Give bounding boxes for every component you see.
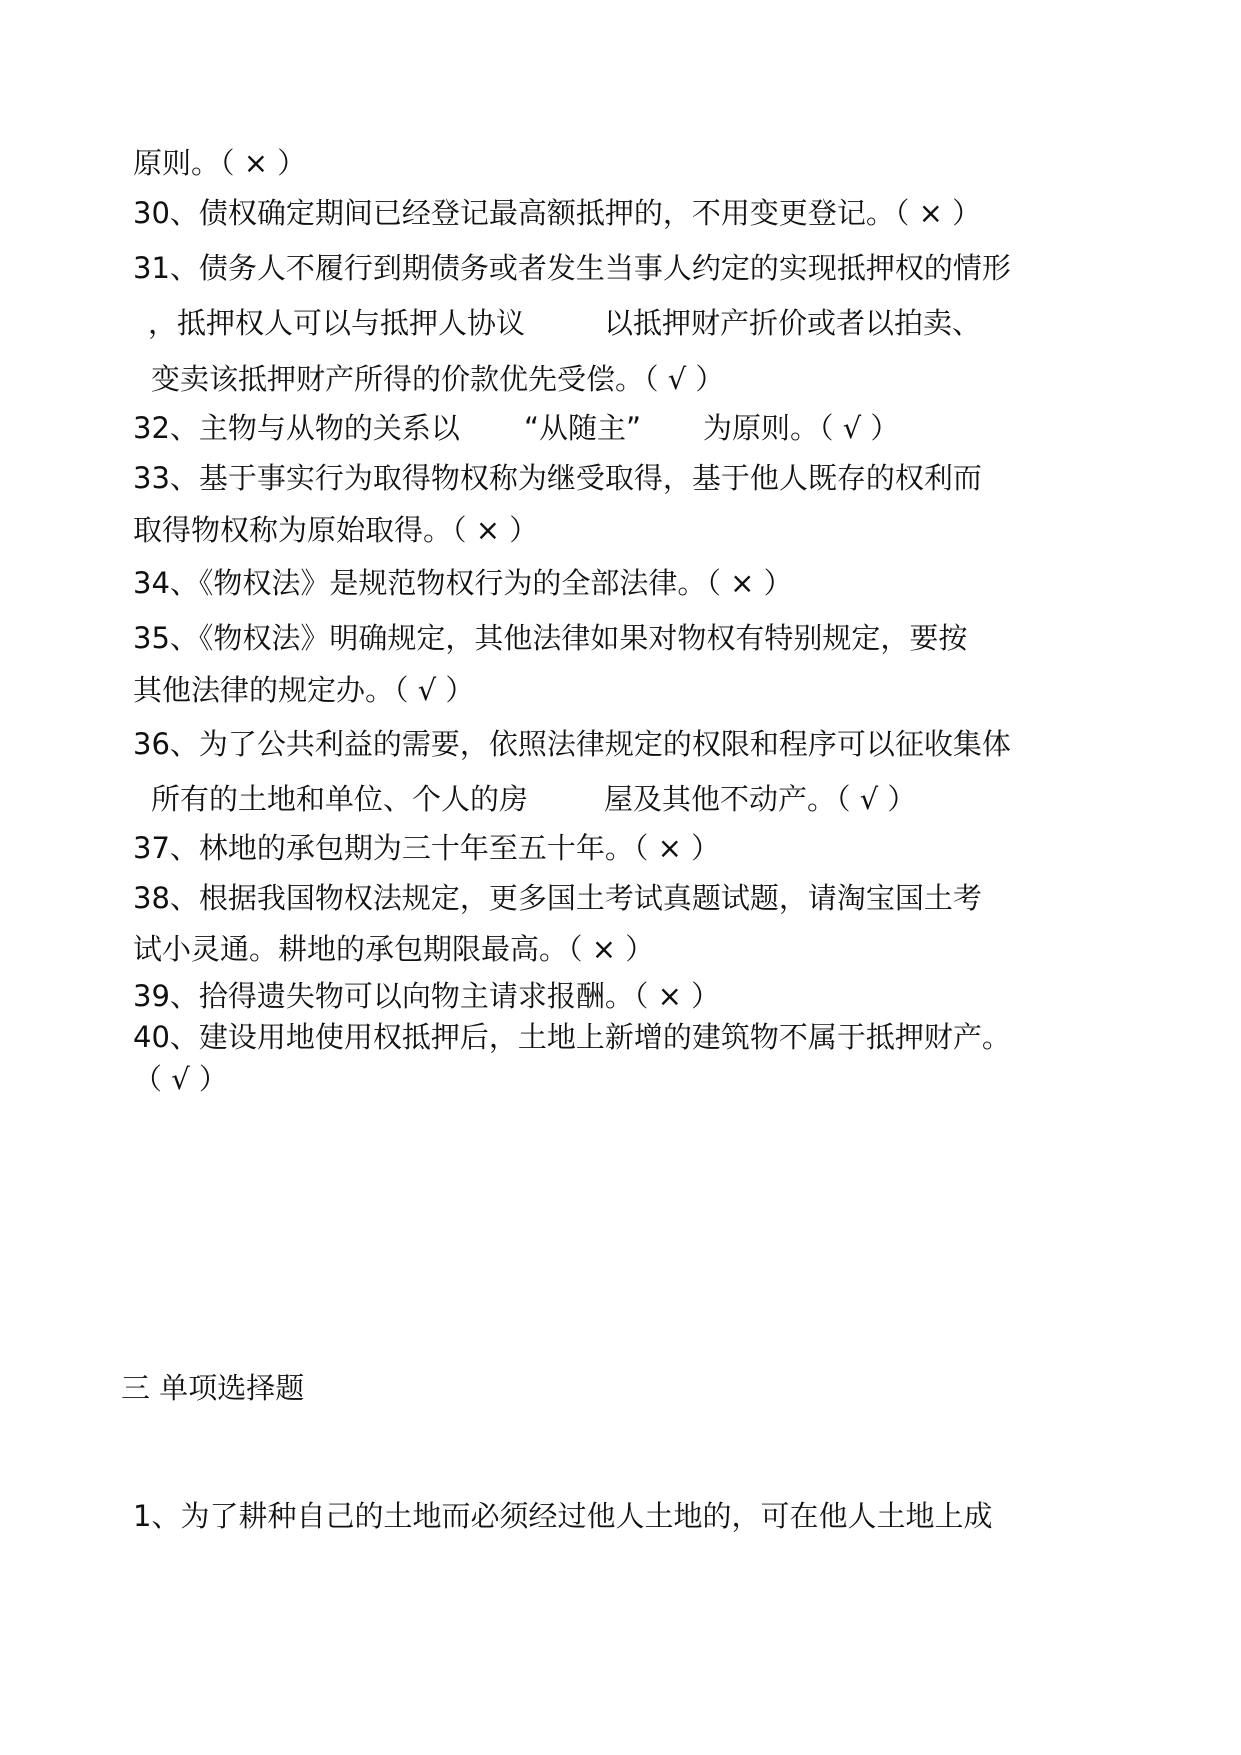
text-line: 32、主物与从物的关系以 bbox=[133, 411, 460, 445]
text-line: 40、建设用地使用权抵押后，土地上新增的建筑物不属于抵押财产。 bbox=[133, 1020, 1011, 1054]
text-line: 38、根据我国物权法规定，更多国土考试真题试题，请淘宝国土考 bbox=[133, 881, 982, 915]
text-line: 36、为了公共利益的需要，依照法律规定的权限和程序可以征收集体 bbox=[133, 727, 1011, 761]
section-heading: 三 单项选择题 bbox=[121, 1371, 305, 1405]
text-line: 为原则。（ √ ） bbox=[703, 411, 900, 445]
text-line: 39、拾得遗失物可以向物主请求报酬。（ × ） bbox=[133, 979, 721, 1013]
text-line: 34、《物权法》是规范物权行为的全部法律。（ × ） bbox=[133, 566, 793, 600]
text-line: “从随主” bbox=[524, 411, 642, 445]
text-line: 37、林地的承包期为三十年至五十年。（ × ） bbox=[133, 831, 721, 865]
text-line: 30、债权确定期间已经登记最高额抵押的，不用变更登记。（ × ） bbox=[133, 196, 982, 230]
text-line: 所有的土地和单位、个人的房 bbox=[151, 782, 529, 816]
text-line: 35、《物权法》明确规定，其他法律如果对物权有特别规定，要按 bbox=[133, 621, 968, 655]
text-line: 原则。（ × ） bbox=[133, 146, 307, 180]
text-line: （ √ ） bbox=[133, 1062, 228, 1096]
text-line: 以抵押财产折价或者以拍卖、 bbox=[604, 306, 982, 340]
text-line: 试小灵通。耕地的承包期限最高。（ × ） bbox=[133, 932, 655, 966]
text-line: 33、基于事实行为取得物权称为继受取得，基于他人既存的权利而 bbox=[133, 461, 982, 495]
text-line: 31、债务人不履行到期债务或者发生当事人约定的实现抵押权的情形 bbox=[133, 251, 1011, 285]
text-line: 变卖该抵押财产所得的价款优先受偿。（ √ ） bbox=[151, 362, 725, 396]
text-line: 取得物权称为原始取得。（ × ） bbox=[133, 513, 539, 547]
question-line: 1、为了耕种自己的土地而必须经过他人土地的，可在他人土地上成 bbox=[133, 1499, 993, 1533]
text-line: 屋及其他不动产。（ √ ） bbox=[604, 782, 917, 816]
text-line: 其他法律的规定办。（ √ ） bbox=[133, 673, 475, 707]
text-line: ，抵押权人可以与抵押人协议 bbox=[148, 306, 526, 340]
